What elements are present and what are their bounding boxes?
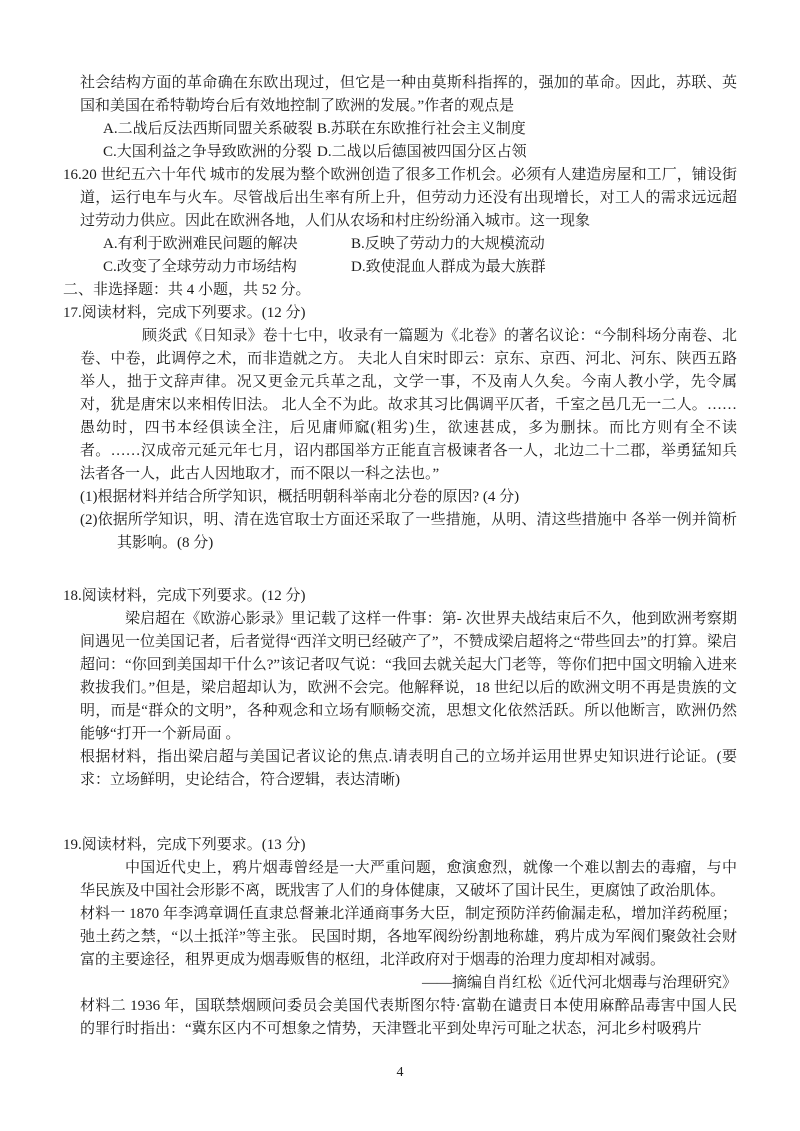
q18-stem [63,585,737,608]
section-2-number: 二、 [63,282,94,298]
q17-subquestion-2: (2)依据所学知识，明、清在选官取士方面还采取了一些措施，从明、清这些措施中 各举一例并简析其影响。(8 分) [80,512,737,551]
question-19 [63,834,737,1041]
q16-stem-text: 20 世纪五六十年代 城市的发展为整个欧洲创造了很多工作机会。必须有人建造房屋和工厂，铺设街道，运行电车与火车。尽管战后出生率有所上升，但劳动力还没有出现增长，对工人的需求远远超过劳动力供应。因此在欧洲各地，人们从农场和村庄纷纷涌入城市。这一现象 [80,167,737,229]
q17-number: 17. [63,305,82,321]
q16-option-row-ab [103,233,737,256]
question-18 [63,585,737,792]
q16-option-b: B.反映了劳动力的大规模流动 [351,236,545,252]
q16-option-c: C.改变了全球劳动力市场结构 [103,259,297,275]
q15-option-a: A.二战后反法西斯同盟关系破裂 [103,121,313,137]
q16-option-d: D.致使混血人群成为最大族群 [351,259,546,275]
q17-stem-text: 阅读材料，完成下列要求。(12 分) [81,305,306,321]
q15-option-b: B.苏联在东欧推行社会主义制度 [317,121,526,137]
q15-option-d: D.二战以后德国被四国分区占领 [317,144,527,160]
q15-option-c: C.大国利益之争导致欧洲的分裂 [103,144,312,160]
q19-material-2: 材料二 1936 年，国联禁烟顾问委员会美国代表斯图尔特·富勒在谴责日本使用麻醉品毒害中国人民的罪行时指出：“冀东区内不可想象之情势，天津暨北平到处卑污可耻之状态，河北乡村吸鸦片 [80,998,737,1037]
q16-option-a: A.有利于欧洲难民问题的解决 [103,236,298,252]
page-number: 4 [396,1065,404,1080]
q16-option-row-cd [103,256,737,279]
q19-stem-text: 阅读材料，完成下列要求。(13 分) [81,837,306,853]
section-2-heading-text: 非选择题：共 4 小题，共 52 分。 [93,282,311,298]
q16-number: 16. [63,167,82,183]
q19-material-1-source: ——摘编自肖红松《近代河北烟毒与治理研究》 [421,975,737,991]
q18-material: 梁启超在《欧游心影录》里记载了这样一件事：第- 次世界夫战结束后不久，他到欧洲考察期间遇见一位美国记者，后者觉得“西洋文明已经破产了”，不赞成梁启超将之“带些回去”的打算。梁启超问：“你回到美国却干什么?”该记者叹气说：“我回去就关起大门老等，等你们把中国文明输入进来救拔我们。”但是，梁启超却认为，欧洲不会完。他解释说，18 世纪以后的欧洲文明不再是贵族的文明，而是“群众的文明”，各种观念和立场有顺畅交流，思想文化依然活跃。所以他断言，欧洲仍然能够“打开一个新局面 。 [80,611,737,742]
question-16 [63,164,737,279]
page-content [63,72,737,1041]
q18-number: 18. [63,588,82,604]
q19-stem [63,834,737,857]
q16-stem [63,164,737,233]
q19-number: 19. [63,837,82,853]
question-17 [63,302,737,555]
section-2-heading [63,279,737,302]
question-15 [63,72,737,164]
q19-material-1: 材料一 1870 年李鸿章调任直隶总督兼北洋通商事务大臣，制定预防洋药偷漏走私，增加洋药税厘；弛土药之禁，“以土抵洋”等主张。 民国时期，各地军阀纷纷割地称雄，鸦片成为军阀们聚敛社会财富的主要途径，租界更成为烟毒贩售的枢纽，北洋政府对于烟毒的治理力度却相对减弱。 [80,906,737,968]
q15-option-row-cd [103,141,737,164]
q18-task: 根据材料，指出梁启超与美国记者议论的焦点.请表明自己的立场并运用世界史知识进行论证。(要求：立场鲜明，史论结合，符合逻辑，表达清晰) [80,749,737,788]
q15-option-row-ab [103,118,737,141]
q17-stem [63,302,737,325]
q19-intro: 中国近代史上，鸦片烟毒曾经是一大严重问题，愈演愈烈，就像一个难以割去的毒瘤，与中华民族及中国社会形影不离，既戕害了人们的身体健康，又破坏了国计民生，更腐蚀了政治肌体。 [80,860,737,899]
q15-stem-continuation: 社会结构方面的革命确在东欧出现过，但它是一种由莫斯科指挥的，强加的革命。因此，苏联、英国和美国在希特勒垮台后有效地控制了欧洲的发展。”作者的观点是 [80,75,737,114]
q17-material: 顾炎武《日知录》卷十七中，收录有一篇题为《北卷》的著名议论：“今制科场分南卷、北卷、中卷，此调停之术，而非造就之方。 夫北人自宋时即云：京东、京西、河北、河东、陕西五路举人，拙于文辞声律。况又更金元兵革之乱，文学一事，不及南人久矣。今南人教小学，先令属对，犹是唐宋以来相传旧法。 北人全不为此。故求其习比偶调平仄者，千室之邑几无一二人。……愚幼时，四书本经俱读全注，后见庸师窳(粗劣)生，欲速甚成，多为删抹。而比方则有全不读者。……汉成帝元延元年七月，诏内郡国举方正能直言极谏者各一人，北边二十二郡，举勇猛知兵法者各一人，此古人因地取才，而不限以一科之法也。” [80,328,737,482]
q18-stem-text: 阅读材料，完成下列要求。(12 分) [81,588,306,604]
q17-subquestion-1: (1)根据材料并结合所学知识，概括明朝科举南北分卷的原因? (4 分) [80,489,520,505]
